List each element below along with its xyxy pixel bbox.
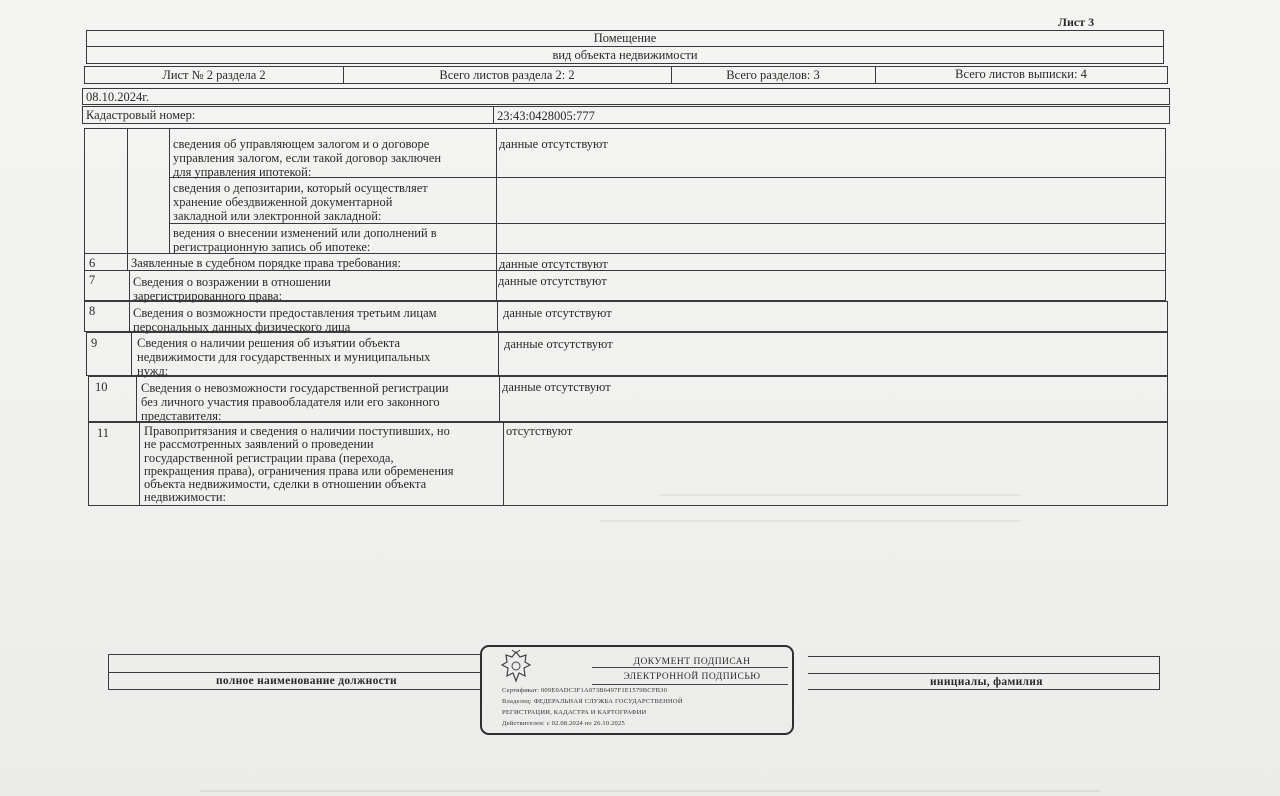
extract-date: 08.10.2024г. [86, 90, 150, 104]
cadastral-row [82, 106, 1170, 124]
total-sheets-section: Всего листов раздела 2: 2 [439, 68, 575, 82]
table-row-8 [84, 301, 1168, 332]
eagle-emblem-icon [498, 649, 534, 687]
total-sections: Всего разделов: 3 [726, 68, 820, 82]
bleed-mark [600, 520, 1020, 522]
subrow-changes-label: ведения о внесении изменений или дополнений в регистрационную запись об ипотеке: [173, 226, 437, 254]
subrow-depositary-label: сведения о депозитарии, который осуществляет хранение обездвиженной документарной закладной или электронной закладной: [173, 181, 428, 223]
footer-bleed [200, 790, 1100, 792]
stamp-owner-2: РЕГИСТРАЦИИ, КАДАСТРА И КАРТОГРАФИИ [502, 709, 647, 716]
mortgage-subrows [84, 128, 1166, 253]
row-number: 11 [97, 426, 110, 440]
subrow-manager-value: данные отсутствуют [499, 137, 608, 151]
total-sheets-extract: Всего листов выписки: 4 [955, 67, 1087, 81]
cadastral-label: Кадастровый номер: [86, 108, 196, 122]
position-label: полное наименование должности [216, 675, 397, 687]
row-number: 6 [89, 256, 96, 270]
row-number: 7 [89, 273, 96, 287]
stamp-certificate: Сертификат: 009E0ADC3F1A073B6497F1E1579BCFB30 [502, 687, 668, 694]
stamp-title-2: ЭЛЕКТРОННОЙ ПОДПИСЬЮ [623, 672, 761, 682]
sheets-info-row [84, 66, 1168, 84]
row-label: Сведения о возможности предоставления третьим лицам персональных данных физического лица [133, 306, 437, 334]
stamp-title-1: ДОКУМЕНТ ПОДПИСАН [633, 657, 751, 667]
row-value: отсутствуют [506, 424, 573, 438]
row-label: Сведения о возражении в отношении зарегистрированного права: [133, 275, 331, 303]
row-number: 10 [95, 380, 108, 394]
table-row-9 [86, 332, 1168, 376]
name-label: инициалы, фамилия [930, 676, 1043, 688]
row-value: данные отсутствуют [503, 306, 612, 320]
bleed-mark [660, 494, 1020, 496]
electronic-signature-stamp [480, 645, 794, 735]
table-row-6 [84, 253, 1166, 271]
row-label: Заявленные в судебном порядке права требования: [131, 256, 401, 270]
stamp-validity: Действителен: с 02.08.2024 по 26.10.2025 [502, 720, 625, 727]
row-value: данные отсутствуют [502, 380, 611, 394]
sheet-label: Лист 3 [1058, 15, 1095, 29]
table-row-10 [88, 376, 1168, 422]
row-number: 8 [89, 304, 96, 318]
subrow-manager-label: сведения об управляющем залогом и о договоре управления залогом, если такой договор заключен для управления ипотекой: [173, 137, 442, 179]
row-number: 9 [91, 336, 98, 350]
object-title: Помещение [593, 31, 657, 45]
table-row-7 [84, 270, 1166, 301]
row-label: Сведения о невозможности государственной регистрации без личного участия правообладателя или его законного представителя: [141, 381, 449, 423]
object-subtitle: вид объекта недвижимости [552, 48, 698, 62]
row-label: Сведения о наличии решения об изъятии объекта недвижимости для государственных и муниципальных нужд: [137, 336, 431, 378]
sheet-of-section: Лист № 2 раздела 2 [162, 68, 266, 82]
row-value: данные отсутствуют [504, 337, 613, 351]
stamp-owner-1: Владелец: ФЕДЕРАЛЬНАЯ СЛУЖБА ГОСУДАРСТВЕННОЙ [502, 698, 683, 705]
row-value: данные отсутствуют [499, 257, 608, 271]
row-label: Правопритязания и сведения о наличии поступивших, но не рассмотренных заявлений о проведении государственной регистрации права (перехода, прекращения права), ограничения права или обременения объекта недвижимости, сделки в отношении объекта недвижимости: [144, 424, 454, 505]
date-row [82, 88, 1170, 105]
object-title-box [86, 30, 1164, 64]
cadastral-number: 23:43:0428005:777 [497, 109, 595, 123]
row-value: данные отсутствуют [498, 274, 607, 288]
